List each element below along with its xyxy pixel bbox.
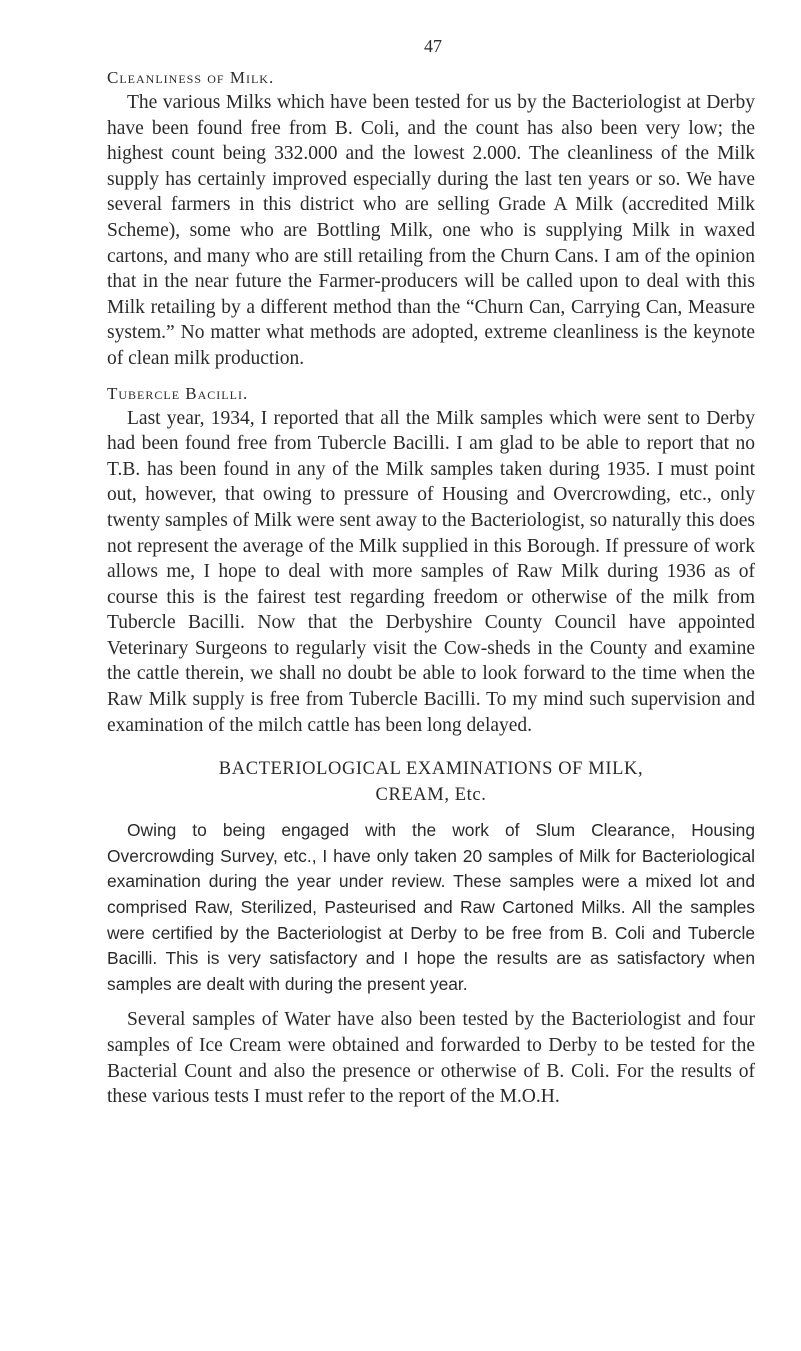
page-number: 47 (424, 36, 442, 56)
heading-bacteriological-line2: CREAM, Etc. (375, 785, 487, 806)
paragraph-bacteriological-2: Several samples of Water have also been tested by the Bacteriologist and four samples of Ice Cream were obtained and forwarded to Derby to be tested for the Bacterial Count and also the presence or otherwise of B. Coli. For the results of these various tests I must refer to the report of the M.O.H. (107, 1009, 755, 1108)
heading-tubercle-bacilli: Tubercle Bacilli. (107, 383, 249, 403)
paragraph-cleanliness: The various Milks which have been tested for us by the Bacteriologist at Derby have been found free from B. Coli, and the count has also been very low; the highest count being 332.000 and the lowest 2.000. The cleanliness of the Milk supply has certainly improved especially during the last ten years or so. We have several farmers in this district who are selling Grade A Milk (accredited Milk Scheme), some who are Bottling Milk, one who is supplying Milk in waxed cartons, and many who are still retailing from the Churn Cans. I am of the opinion that in the near future the Farmer-producers will be called upon to deal with this Milk retailing by a different method than the “Churn Can, Carrying Can, Measure system.” No matter what methods are adopted, extreme cleanliness is the keynote of clean milk production. (107, 92, 755, 369)
paragraph-tubercle: Last year, 1934, I reported that all the Milk samples which were sent to Derby had been found free from Tubercle Bacilli. I am glad to be able to report that no T.B. has been found in any of the Milk samples taken during 1935. I must point out, however, that owing to pressure of Housing and Overcrowding, etc., only twenty samples of Milk were sent away to the Bacteriologist, so naturally this does not represent the average of the Milk supplied in this Borough. If pressure of work allows me, I hope to deal with more samples of Raw Milk during 1936 as of course this is the fairest test regarding freedom or otherwise of the milk from Tubercle Bacilli. Now that the Derbyshire County Council have appointed Veterinary Surgeons to regularly visit the Cow-sheds in the County and examine the cattle therein, we shall no doubt be able to look forward to the time when the Raw Milk supply is free from Tubercle Bacilli. To my mind such supervision and examination of the milch cattle has been long delayed. (107, 407, 755, 736)
document-page (107, 36, 755, 1110)
paragraph-bacteriological-1: Owing to being engaged with the work of Slum Clearance, Housing Overcrowding Survey, etc., I have only taken 20 samples of Milk for Bacteriological examination during the year under review. These samples were a mixed lot and comprised Raw, Sterilized, Pasteurised and Raw Cartoned Milks. All the samples were certified by the Bacteriologist at Derby to be free from B. Coli and Tubercle Bacilli. This is very satisfactory and I hope the results are as satisfactory when samples are dealt with during the present year. (107, 820, 755, 994)
heading-bacteriological-line1: BACTERIOLOGICAL EXAMINATIONS OF MILK, (218, 759, 644, 780)
heading-cleanliness-of-milk: Cleanliness of Milk. (107, 68, 275, 87)
